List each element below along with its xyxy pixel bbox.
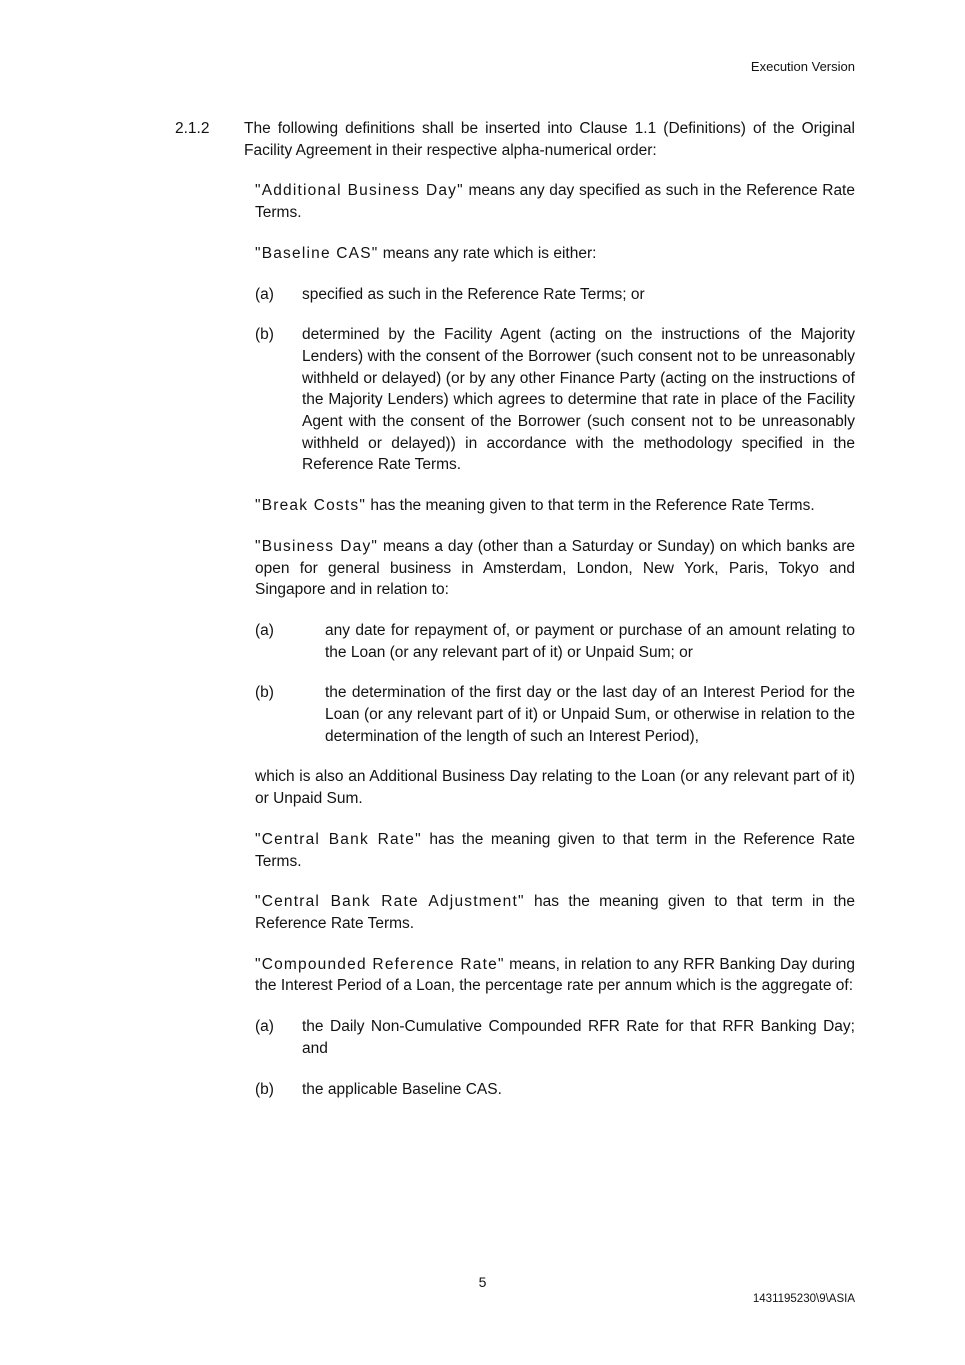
defined-term-compounded-reference-rate: "Compounded Reference Rate" (255, 955, 505, 973)
baseline-cas-item-b (255, 324, 855, 476)
definition-additional-business-day (255, 180, 855, 223)
page-number: 5 (478, 1274, 487, 1290)
list-label: (a) (255, 1018, 274, 1036)
baseline-cas-item-a (255, 284, 855, 306)
defined-term-baseline-cas: "Baseline CAS" (255, 244, 379, 262)
compounded-reference-rate-item-b (255, 1079, 855, 1101)
defined-term-additional-business-day: "Additional Business Day" (255, 182, 464, 200)
list-label: (b) (255, 1080, 274, 1098)
list-label: (b) (255, 326, 274, 344)
list-label: (a) (255, 621, 274, 639)
clause-2-1-2 (175, 118, 855, 161)
definition-break-costs (255, 495, 855, 517)
list-item-text: the Daily Non-Cumulative Compounded RFR Rate for that RFR Banking Day; and (302, 1018, 855, 1057)
definition-central-bank-rate-adjustment (255, 891, 855, 934)
business-day-item-a (255, 620, 855, 663)
definition-text: has the meaning given to that term in the Reference Rate Terms. (366, 497, 815, 515)
definition-text: means any day specified as such in the Reference Rate Terms. (255, 182, 855, 222)
definition-compounded-reference-rate (255, 954, 855, 997)
clause-intro-text: The following definitions shall be inserted into Clause 1.1 (Definitions) of the Original Facility Agreement in their respective alpha-numerical order: (244, 120, 855, 159)
defined-term-break-costs: "Break Costs" (255, 497, 367, 515)
defined-term-central-bank-rate-adjustment: "Central Bank Rate Adjustment" (255, 893, 525, 911)
list-item-text: the applicable Baseline CAS. (302, 1080, 502, 1098)
definition-text: has the meaning given to that term in the Reference Rate Terms. (255, 830, 855, 870)
list-label: (b) (255, 684, 274, 702)
list-item-text: specified as such in the Reference Rate Terms; or (302, 285, 645, 303)
definition-text: means any rate which is either: (378, 244, 597, 262)
business-day-item-b (255, 682, 855, 747)
definition-business-day (255, 536, 855, 601)
definition-baseline-cas (255, 243, 855, 265)
definition-text: means, in relation to any RFR Banking Day during the Interest Period of a Loan, the percentage rate per annum which is the aggregate of: (255, 955, 855, 995)
clause-number: 2.1.2 (175, 120, 210, 137)
definition-text: has the meaning given to that term in the Reference Rate Terms. (255, 893, 855, 932)
business-day-tail-text: which is also an Additional Business Day relating to the Loan (or any relevant part of it) or Unpaid Sum. (255, 768, 855, 808)
footer-doc-reference: 1431195230\9\ASIA (752, 1293, 855, 1305)
definition-text: means a day (other than a Saturday or Sunday) on which banks are open for general business in Amsterdam, London, New York, Paris, Tokyo and Singapore and in relation to: (255, 537, 855, 599)
list-item-text: the determination of the first day or the last day of an Interest Period for the Loan (or any relevant part of it) or Unpaid Sum, or otherwise in relation to the determination of the length of such an Interest Period), (325, 684, 855, 745)
list-item-text: any date for repayment of, or payment or purchase of an amount relating to the Loan (or any relevant part of it) or Unpaid Sum; or (325, 621, 855, 661)
header-execution-version: Execution Version (750, 59, 855, 74)
list-item-text: determined by the Facility Agent (acting on the instructions of the Majority Lenders) with the consent of the Borrower (such consent not to be unreasonably withheld or delayed) (or by any other Finance Party (acting on the instructions of the Majority Lenders) which agrees to determine that rate in place of the Facility Agent with the consent of the Borrower (such consent not to be unreasonably withheld or delayed)) in accordance with the methodology specified in the Reference Rate Terms. (302, 326, 855, 474)
defined-term-business-day: "Business Day" (255, 537, 379, 555)
compounded-reference-rate-item-a (255, 1016, 855, 1059)
document-body (0, 118, 965, 1119)
defined-term-central-bank-rate: "Central Bank Rate" (255, 830, 422, 848)
list-label: (a) (255, 285, 274, 303)
definition-central-bank-rate (255, 829, 855, 872)
